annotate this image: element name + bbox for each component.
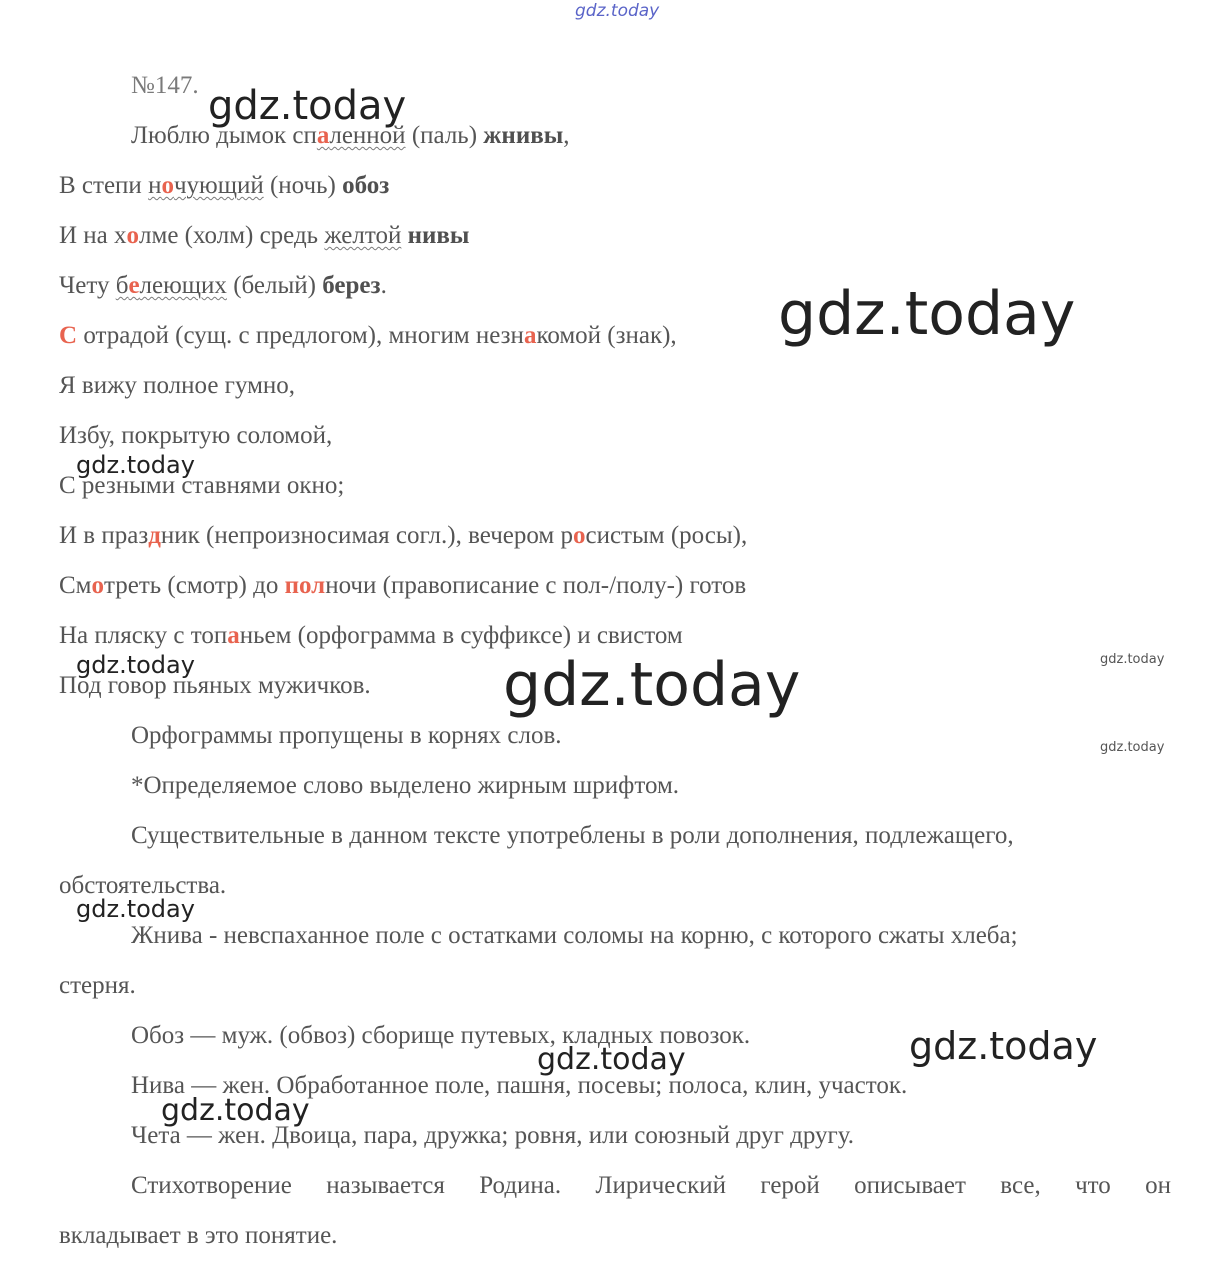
poem-line-11: На пляску с топаньем (орфограмма в суффиксе) и свистом [59,622,683,649]
note-nouns-1: Существительные в данном тексте употреблены в роли дополнения, подлежащего, [131,822,1014,849]
poem-line-3: И на холме (холм) средь желтой нивы [59,222,470,249]
watermark-10: gdz.today [537,1042,686,1077]
note-poem-1: Стихотворение называется Родина. Лирический герой описывает все, что он [131,1172,1171,1199]
task-number: №147. [131,72,199,99]
poem-line-4: Чету белеющих (белый) берез. [59,272,387,299]
poem-line-9: И в праздник (непроизносимая согл.), вечером росистым (росы), [59,522,748,549]
note-roots: Орфограммы пропущены в корнях слов. [131,722,562,749]
poem-line-7: Избу, покрытую соломой, [59,422,333,449]
watermark-7: gdz.today [1100,740,1165,755]
note-cheta: Чета — жен. Двоица, пара, дружка; ровня, или союзный друг другу. [131,1122,854,1149]
note-zhniva-1: Жнива - невспаханное поле с остатками соломы на корню, с которого сжаты хлеба; [131,922,1018,949]
watermark-11: gdz.today [161,1093,310,1128]
watermark-4: gdz.today [76,651,195,679]
poem-line-12: Под говор пьяных мужичков. [59,672,371,699]
note-bold: *Определяемое слово выделено жирным шрифтом. [131,772,680,799]
note-oboz: Обоз — муж. (обвоз) сборище путевых, кладных повозок. [131,1022,751,1049]
watermark-5: gdz.today [503,650,801,720]
watermark-6: gdz.today [1100,652,1165,667]
poem-line-1: Люблю дымок спаленной (паль) жнивы, [131,122,570,149]
watermark-top: gdz.today [575,1,660,21]
watermark-3: gdz.today [76,451,195,479]
watermark-1: gdz.today [208,83,407,129]
note-nouns-2: обстоятельства. [59,872,227,899]
poem-line-5: С отрадой (сущ. с предлогом), многим незнакомой (знак), [59,322,677,349]
note-niva: Нива — жен. Обработанное поле, пашня, посевы; полоса, клин, участок. [131,1072,908,1099]
watermark-9: gdz.today [909,1024,1098,1068]
note-zhniva-2: стерня. [59,972,136,999]
poem-line-6: Я вижу полное гумно, [59,372,296,399]
note-poem-2: вкладывает в это понятие. [59,1222,338,1249]
watermark-2: gdz.today [778,279,1076,349]
watermark-8: gdz.today [76,895,195,923]
poem-line-2: В степи ночующий (ночь) обоз [59,172,390,199]
poem-line-10: Смотреть (смотр) до полночи (правописание с пол-/полу-) готов [59,572,747,599]
poem-line-8: С резными ставнями окно; [59,472,345,499]
